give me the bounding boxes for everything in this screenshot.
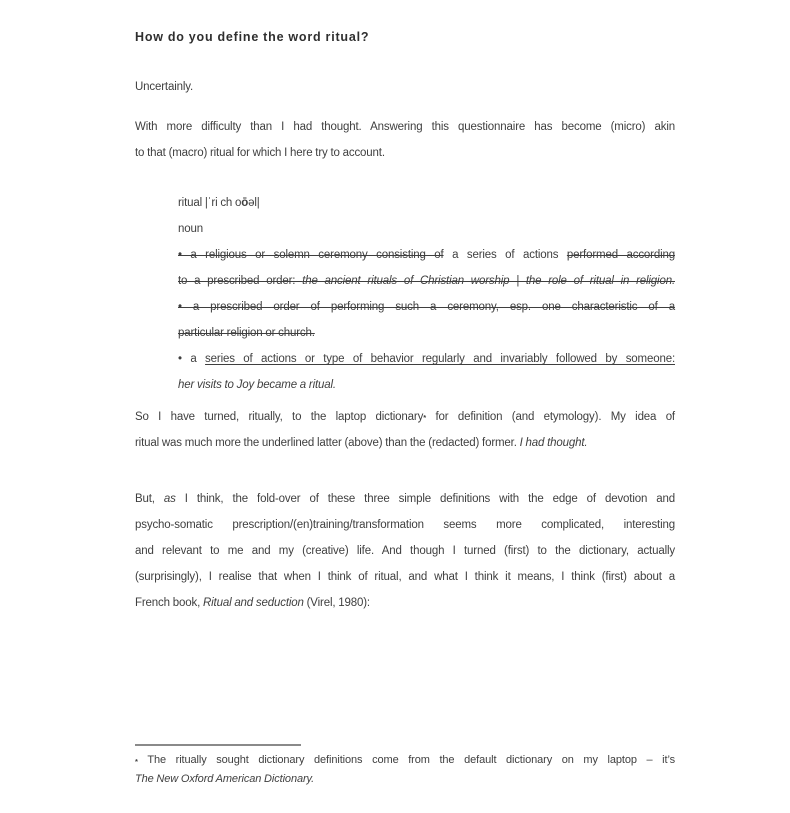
body-text: for definition (and etymology). My idea of: [426, 411, 675, 423]
document-page: [135, 0, 675, 789]
definition-1-line-2: [178, 268, 675, 294]
body-text: But,: [135, 493, 164, 505]
definition-3-line-1: [178, 346, 675, 372]
footnote-marker: *: [135, 757, 138, 766]
dictionary-entry: [178, 190, 675, 398]
paragraph-but-line-1: [135, 486, 675, 512]
paragraph-turned-line-2: [135, 430, 675, 456]
dictionary-headword-line: [178, 190, 675, 216]
paragraph-difficulty: [135, 114, 675, 166]
paragraph-but-line-3: and relevant to me and my (creative) life. And though I turned (first) to the dictionary, actually: [135, 545, 675, 557]
struck-text: particular religion or church.: [178, 327, 315, 339]
body-text: So I have turned, ritually, to the laptop dictionary: [135, 411, 424, 423]
struck-text: • a religious or solemn ceremony consisting of: [178, 249, 444, 261]
body-text: (Virel, 1980):: [303, 597, 370, 609]
italic-text: I had thought.: [519, 437, 588, 449]
paragraph-difficulty-line-1: With more difficulty than I had thought. Answering this questionnaire has become (micro) akin: [135, 121, 675, 133]
struck-text: • a prescribed order of performing such a ceremony, esp. one characteristic of a: [178, 301, 675, 313]
struck-text: performed according: [566, 249, 675, 261]
paragraph-but-line-4: (surprisingly), I realise that when I think of ritual, and what I think it means, I think (first) about a: [135, 571, 675, 583]
paragraph-but: [135, 486, 675, 616]
book-title-italic: Ritual and seduction: [202, 597, 304, 609]
body-text: French book,: [135, 597, 203, 609]
part-of-speech: noun: [178, 223, 203, 235]
definition-1-line-1: [178, 242, 675, 268]
struck-example-text: the ancient rituals of Christian worship | the role of ritual in religion.: [302, 275, 675, 287]
italic-text: as: [163, 493, 176, 505]
pronunciation-end: əl|: [248, 197, 260, 209]
footnote-reference-marker: *: [423, 413, 427, 422]
paragraph-turned-line-1: [135, 404, 675, 430]
definition-2-line-2: [178, 320, 675, 346]
footnote-text: The ritually sought dictionary definitions come from the default dictionary on my laptop – it’s: [137, 754, 675, 766]
body-text: ritual was much more the underlined latter (above) than the (redacted) former.: [135, 437, 520, 449]
underlined-definition: series of actions or type of behavior regularly and invariably followed by someone:: [205, 353, 675, 365]
opening-answer: Uncertainly.: [135, 81, 194, 93]
definition-3-example: her visits to Joy became a ritual.: [178, 379, 336, 391]
paragraph-but-line-5: [135, 590, 675, 616]
footnote-line-2: The New Oxford American Dictionary.: [135, 773, 315, 785]
kept-text: a series of actions: [443, 249, 567, 261]
paragraph-turned: [135, 404, 675, 456]
struck-text: to a prescribed order:: [178, 275, 303, 287]
body-text: I think, the fold-over of these three simple definitions with the edge of devotion and: [175, 493, 676, 505]
pronunciation-macron-o: ō: [241, 197, 249, 209]
question-heading: How do you define the word ritual?: [135, 30, 370, 44]
definition-2-line-1: [178, 294, 675, 320]
headword-and-pronunciation: ritual |ˈri ch o: [178, 197, 242, 209]
footnote-line-1: [135, 751, 675, 770]
bullet-text: • a: [178, 353, 206, 365]
footnote: [135, 751, 675, 789]
footnote-divider: [135, 744, 301, 746]
paragraph-but-line-2: psycho-somatic prescription/(en)training/transformation seems more complicated, interesting: [135, 519, 675, 531]
paragraph-difficulty-line-2: to that (macro) ritual for which I here try to account.: [135, 147, 385, 159]
